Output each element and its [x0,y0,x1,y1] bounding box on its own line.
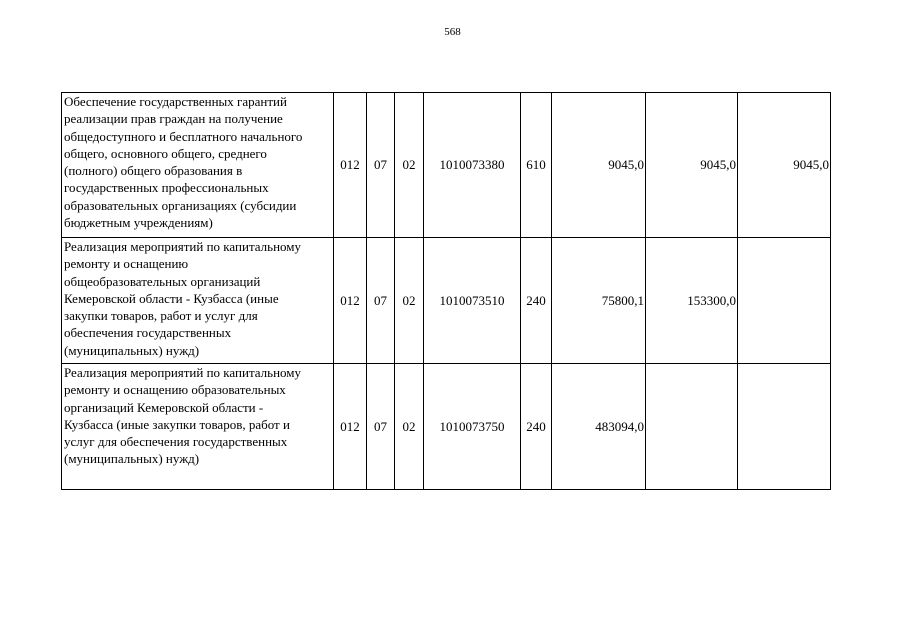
section-code: 07 [367,93,395,238]
amount-year-2: 9045,0 [646,93,738,238]
target-article-code: 1010073380 [424,93,521,238]
expense-type-code: 610 [521,93,552,238]
subsection-code: 02 [395,364,424,490]
ministry-code: 012 [334,238,367,364]
amount-year-2: 153300,0 [646,238,738,364]
target-article-code: 1010073750 [424,364,521,490]
amount-year-3 [738,364,831,490]
amount-year-1: 75800,1 [552,238,646,364]
amount-year-3 [738,238,831,364]
target-article-code: 1010073510 [424,238,521,364]
amount-year-1: 9045,0 [552,93,646,238]
amount-year-2 [646,364,738,490]
row-description: Обеспечение государственных гарантий реализации прав граждан на получение общедоступного и бесплатного начального общего, основного общего, среднего (полного) общего образования в государственных профессиональных образовательных организациях (субсидии бюджетным учреждениям) [62,93,334,238]
table-row [62,238,831,364]
row-description: Реализация мероприятий по капитальному ремонту и оснащению образовательных организаций Кемеровской области - Кузбасса (иные закупки товаров, работ и услуг для обеспечения государственных (муниципальных) нужд) [62,364,334,490]
ministry-code: 012 [334,364,367,490]
page-number: 568 [444,26,461,38]
section-code: 07 [367,364,395,490]
expense-type-code: 240 [521,364,552,490]
budget-table [61,92,831,490]
amount-year-1: 483094,0 [552,364,646,490]
subsection-code: 02 [395,93,424,238]
row-description: Реализация мероприятий по капитальному ремонту и оснащению общеобразовательных организаций Кемеровской области - Кузбасса (иные закупки товаров, работ и услуг для обеспечения государственных (муниципальных) нужд) [62,238,334,364]
section-code: 07 [367,238,395,364]
table-row [62,364,831,490]
table-row [62,93,831,238]
expense-type-code: 240 [521,238,552,364]
ministry-code: 012 [334,93,367,238]
subsection-code: 02 [395,238,424,364]
amount-year-3: 9045,0 [738,93,831,238]
